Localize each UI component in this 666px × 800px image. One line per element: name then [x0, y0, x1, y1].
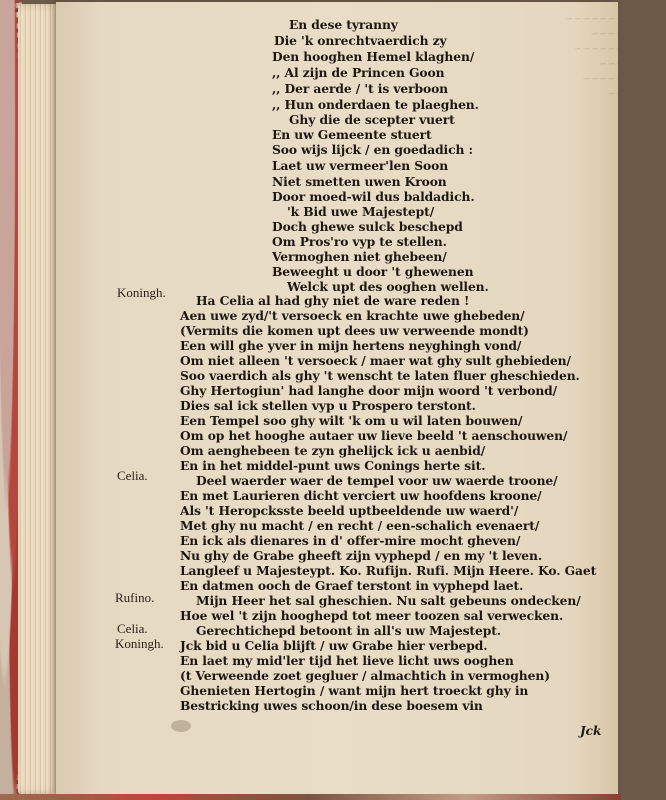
- text-line: Nu ghy de Grabe gheeft zijn vyphepd / en my 't leven.: [180, 548, 543, 563]
- text-line: Mijn Heer het sal gheschien. Nu salt gebeuns ondecken/: [196, 593, 581, 608]
- text-line: Dies sal ick stellen vyp u Prospero terstont.: [180, 398, 476, 413]
- text-line: Laet uw vermeer'len Soon: [272, 158, 449, 173]
- text-line: Bestricking uwes schoon/in dese boesem vin: [180, 698, 483, 713]
- text-line: Om niet alleen 't versoeck / maer wat ghy sult ghebieden/: [180, 353, 571, 368]
- show-through-text: ~~~~~~~~~~~~ ~~~~~~~~~ ~~~~~~~~~~~ ~~~~~~~~ ~~~~~~~~~~ ~~~~~~~: [565, 14, 666, 100]
- speaker-label: Celia.: [117, 621, 148, 636]
- text-line: Welck upt des ooghen wellen.: [287, 279, 489, 294]
- text-line: Een will ghe yver in mijn hertens neyghingh vond/: [180, 338, 522, 353]
- text-line: Ghy die de scepter vuert: [289, 112, 455, 127]
- text-line: (t Verweende zoet gegluer / almachtich in vermoghen): [180, 668, 550, 683]
- text-line: Ha Celia al had ghy niet de ware reden !: [196, 293, 470, 308]
- text-line: Ghy Hertogiun' had langhe door mijn woord 't verbond/: [180, 383, 558, 398]
- text-line: Beweeght u door 't ghewenen: [272, 264, 474, 279]
- speaker-label: Celia.: [117, 468, 148, 483]
- text-line: Om Pros'ro vyp te stellen.: [272, 234, 447, 249]
- text-line: Doch ghewe sulck beschepd: [272, 219, 463, 234]
- text-line: En in het middel-punt uws Conings herte sit.: [180, 458, 486, 473]
- ink-smudge: [171, 720, 191, 732]
- text-line: Als 't Heropcksste beeld uptbeeldende uw waerd'/: [180, 503, 519, 518]
- text-line: Door moed-wil dus baldadich.: [272, 189, 475, 204]
- text-line: En datmen ooch de Graef terstont in vyphepd laet.: [180, 578, 524, 593]
- text-line: En ick als dienares in d' offer-mire mocht gheven/: [180, 533, 521, 548]
- text-line: Hoe wel 't zijn hooghepd tot meer toozen sal verwecken.: [180, 608, 564, 623]
- text-line: En uw Gemeente stuert: [272, 127, 432, 142]
- text-line: Aen uwe zyd/'t versoeck en krachte uwe ghebeden/: [180, 308, 525, 323]
- speaker-label: Rufino.: [115, 590, 155, 605]
- text-line: 'k Bid uwe Majestept/: [287, 204, 435, 219]
- text-line: ,, Der aerde / 't is verboon: [272, 81, 449, 96]
- text-line: Langleef u Majesteypt. Ko. Rufijn. Rufi. Mijn Heere. Ko. Gaet: [180, 563, 597, 578]
- marbled-edge-bottom: [0, 794, 621, 800]
- text-line: Met ghy nu macht / en recht / een-schalich evenaert/: [180, 518, 540, 533]
- text-line: Een Tempel soo ghy wilt 'k om u wil laten bouwen/: [180, 413, 523, 428]
- speaker-label: Koningh.: [117, 285, 166, 300]
- text-line: Vermoghen niet ghebeen/: [272, 249, 447, 264]
- text-line: ,, Al zijn de Princen Goon: [272, 65, 445, 80]
- text-line: Jck bid u Celia blijft / uw Grabe hier verbepd.: [180, 638, 488, 653]
- printed-page: [56, 2, 666, 795]
- text-line: Die 'k onrechtvaerdich zy: [274, 33, 447, 48]
- text-line: Deel waerder waer de tempel voor uw waerde troone/: [196, 473, 558, 488]
- text-line: Om op het hooghe autaer uw lieve beeld 't aenschouwen/: [180, 428, 568, 443]
- speaker-label: Koningh.: [115, 636, 164, 651]
- text-line: En dese tyranny: [289, 17, 398, 32]
- text-line: Den hooghen Hemel klaghen/: [272, 49, 475, 64]
- text-line: Ghenieten Hertogin / want mijn hert troeckt ghy in: [180, 683, 529, 698]
- text-line: En met Laurieren dicht verciert uw hoofdens kroone/: [180, 488, 542, 503]
- catchword: Jck: [580, 724, 602, 738]
- text-line: En laet my mid'ler tijd het lieve licht uws ooghen: [180, 653, 514, 668]
- text-line: ,, Hun onderdaen te plaeghen.: [272, 97, 479, 112]
- text-line: Om aenghebeen te zyn ghelijck ick u aenbid/: [180, 443, 486, 458]
- text-line: Soo vaerdich als ghy 't wenscht te laten fluer gheschieden.: [180, 368, 580, 383]
- text-line: Niet smetten uwen Kroon: [272, 174, 447, 189]
- text-line: (Vermits die komen upt dees uw verweende mondt): [180, 323, 529, 338]
- text-line: Soo wijs lijck / en goedadich :: [272, 142, 473, 157]
- text-line: Gerechtichepd betoont in all's uw Majestept.: [196, 623, 501, 638]
